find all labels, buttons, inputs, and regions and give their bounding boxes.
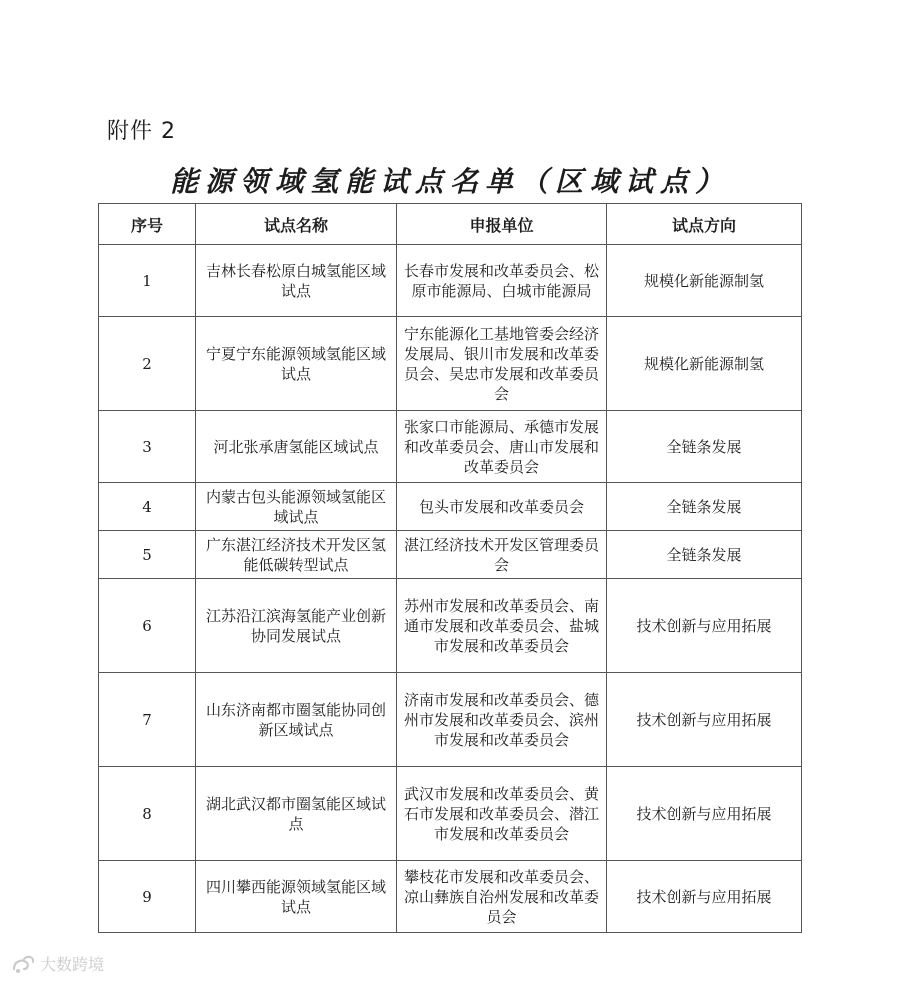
table-row — [99, 531, 802, 579]
table-row — [99, 579, 802, 673]
row-direction: 全链条发展 — [607, 483, 802, 531]
table-header-row — [99, 204, 802, 245]
watermark — [10, 952, 104, 975]
row-unit: 宁东能源化工基地管委会经济发展局、银川市发展和改革委员会、吴忠市发展和改革委员会 — [397, 317, 607, 411]
row-direction: 技术创新与应用拓展 — [607, 767, 802, 861]
document-title: 能源领域氢能试点名单（区域试点） — [169, 165, 730, 198]
row-direction: 技术创新与应用拓展 — [607, 579, 802, 673]
row-name: 江苏沿江滨海氢能产业创新协同发展试点 — [196, 579, 397, 673]
watermark-text: 大数跨境 — [40, 955, 105, 974]
row-name: 广东湛江经济技术开发区氢能低碳转型试点 — [196, 531, 397, 579]
row-name: 四川攀西能源领域氢能区域试点 — [196, 861, 397, 933]
row-direction: 全链条发展 — [607, 531, 802, 579]
row-no: 4 — [99, 483, 196, 531]
table-row — [99, 861, 802, 933]
row-direction: 全链条发展 — [607, 411, 802, 483]
header-unit: 申报单位 — [397, 204, 607, 245]
row-name: 宁夏宁东能源领域氢能区域试点 — [196, 317, 397, 411]
attachment-label: 附件 2 — [107, 119, 176, 144]
row-no: 5 — [99, 531, 196, 579]
header-no: 序号 — [99, 204, 196, 245]
row-unit: 济南市发展和改革委员会、德州市发展和改革委员会、滨州市发展和改革委员会 — [397, 673, 607, 767]
row-unit: 苏州市发展和改革委员会、南通市发展和改革委员会、盐城市发展和改革委员会 — [397, 579, 607, 673]
table-row — [99, 317, 802, 411]
row-unit: 包头市发展和改革委员会 — [397, 483, 607, 531]
table-row — [99, 673, 802, 767]
row-no: 8 — [99, 767, 196, 861]
row-no: 7 — [99, 673, 196, 767]
row-name: 河北张承唐氢能区域试点 — [196, 411, 397, 483]
row-no: 2 — [99, 317, 196, 411]
row-name: 湖北武汉都市圈氢能区域试点 — [196, 767, 397, 861]
row-direction: 规模化新能源制氢 — [607, 317, 802, 411]
row-no: 3 — [99, 411, 196, 483]
table-row — [99, 767, 802, 861]
header-direction: 试点方向 — [607, 204, 802, 245]
row-no: 6 — [99, 579, 196, 673]
row-no: 1 — [99, 245, 196, 317]
row-no: 9 — [99, 861, 196, 933]
row-direction: 技术创新与应用拓展 — [607, 673, 802, 767]
row-name: 吉林长春松原白城氢能区域试点 — [196, 245, 397, 317]
row-direction: 规模化新能源制氢 — [607, 245, 802, 317]
row-unit: 张家口市能源局、承德市发展和改革委员会、唐山市发展和改革委员会 — [397, 411, 607, 483]
table-row — [99, 245, 802, 317]
row-unit: 武汉市发展和改革委员会、黄石市发展和改革委员会、潜江市发展和改革委员会 — [397, 767, 607, 861]
header-name: 试点名称 — [196, 204, 397, 245]
brand-logo-icon — [10, 953, 36, 975]
table-row — [99, 411, 802, 483]
row-unit: 湛江经济技术开发区管理委员会 — [397, 531, 607, 579]
table-row — [99, 483, 802, 531]
pilot-list-table — [98, 203, 802, 933]
row-name: 内蒙古包头能源领域氢能区域试点 — [196, 483, 397, 531]
row-direction: 技术创新与应用拓展 — [607, 861, 802, 933]
row-name: 山东济南都市圈氢能协同创新区域试点 — [196, 673, 397, 767]
row-unit: 攀枝花市发展和改革委员会、凉山彝族自治州发展和改革委员会 — [397, 861, 607, 933]
row-unit: 长春市发展和改革委员会、松原市能源局、白城市能源局 — [397, 245, 607, 317]
